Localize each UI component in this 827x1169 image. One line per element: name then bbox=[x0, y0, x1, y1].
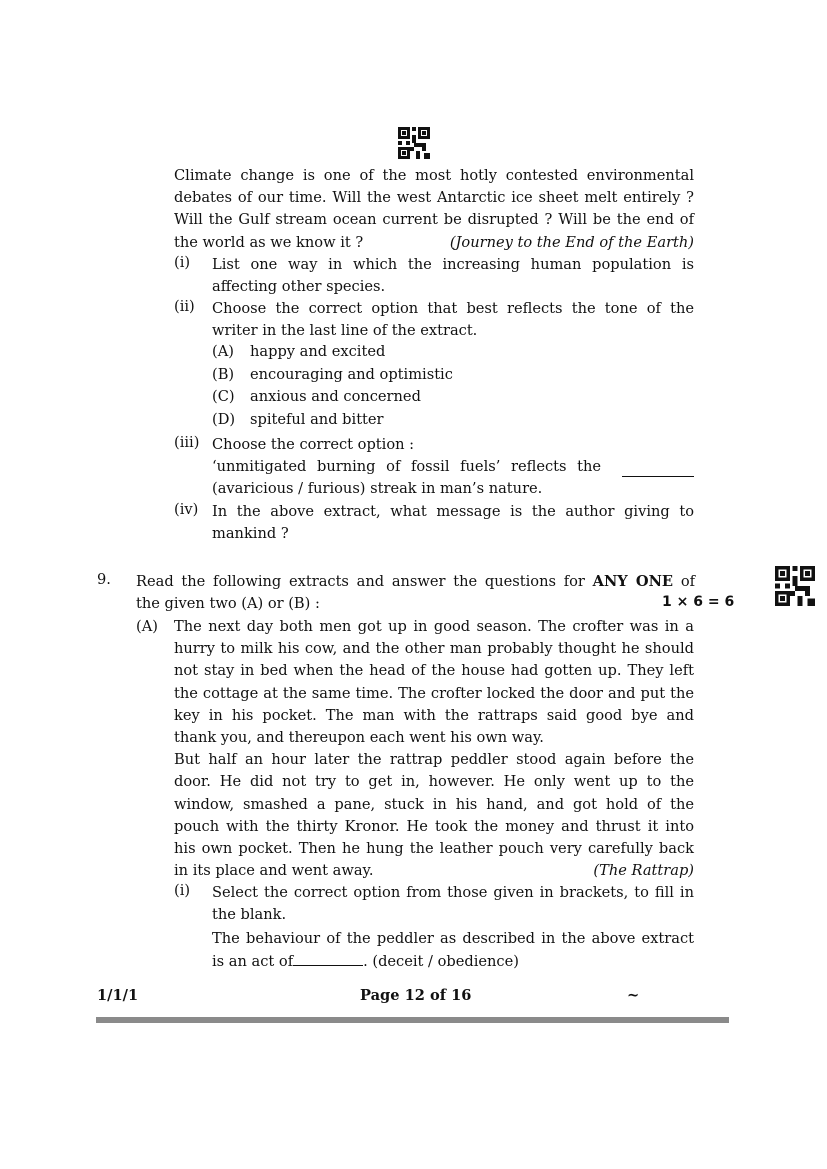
question-number: 9. bbox=[97, 571, 111, 588]
option-label: (D) bbox=[212, 411, 236, 428]
question-8-i: List one way in which the increasing human population is affecting other species. bbox=[212, 256, 694, 296]
option-label: (B) bbox=[212, 366, 235, 383]
question-number: (iv) bbox=[174, 501, 199, 518]
question-9-i: Select the correct option from those given in brackets, to fill in the blank. The behaviour of the peddler as described in the above extract is an act of . (deceit / obedience) bbox=[212, 884, 694, 970]
extract-line: Climate change is one of the most hotly contested environmental bbox=[174, 167, 694, 184]
extract-source: (Journey to the End of the Earth) bbox=[449, 233, 694, 251]
extract-paragraph: The next day both men got up in good season. The crofter was in a hurry to milk his cow, and the other man probably thought he should not stay in bed when the head of the house had gotten up. They left the cottage at the same time. The crofter locked the door and put the key in his pocket. The man with the rattraps said good bye and thank you, and thereupon each went his own way. But half an hour later the rattrap peddler stood again before the door. He did not try to get in, however. He only went up to the window, smashed a pane, stuck in his hand, and got hold of the pouch with the thirty Kronor. He took the money and thrust it into his own pocket. Then he hung the leather pouch very carefully back in its place and went away. (The Rattrap) bbox=[174, 616, 694, 882]
option-label: (A) bbox=[212, 343, 234, 360]
qr-code-icon bbox=[775, 566, 815, 606]
question-8-ii: Choose the correct option that best reflects the tone of the writer in the last line of the extract. bbox=[212, 300, 694, 340]
extract-line: Will the Gulf stream ocean current be disrupted ? Will be the end of bbox=[174, 211, 694, 229]
question-8-iii: Choose the correct option : ‘unmitigated burning of fossil fuels’ reflects the (avaricious / furious) streak in man’s nature. bbox=[212, 434, 694, 501]
question-8-iv: In the above extract, what message is the author giving to mankind ? bbox=[212, 503, 694, 543]
option-text: anxious and concerned bbox=[250, 388, 421, 405]
option-label: (C) bbox=[212, 388, 235, 405]
option-text: happy and excited bbox=[250, 343, 386, 360]
option-text: encouraging and optimistic bbox=[250, 366, 453, 383]
question-number: (i) bbox=[174, 882, 191, 899]
answer-blank[interactable] bbox=[293, 951, 363, 966]
footer-divider bbox=[96, 1017, 729, 1023]
qr-code-icon bbox=[398, 127, 430, 159]
question-number: (ii) bbox=[174, 298, 195, 315]
question-9-instruction: Read the following extracts and answer the questions for ANY ONE of the given two (A) or (B) : bbox=[136, 573, 696, 613]
paper-code: 1/1/1 bbox=[97, 987, 139, 1004]
extract-line: debates of our time. Will the west Antarctic ice sheet melt entirely ? bbox=[174, 189, 694, 207]
question-number: (i) bbox=[174, 254, 191, 271]
footer-mark: ~ bbox=[627, 987, 640, 1004]
page-number: Page 12 of 16 bbox=[360, 987, 472, 1004]
extract-paragraph bbox=[174, 165, 694, 254]
option-text: spiteful and bitter bbox=[250, 411, 384, 428]
answer-blank[interactable] bbox=[622, 462, 694, 477]
question-number: (iii) bbox=[174, 434, 200, 451]
extract-source: (The Rattrap) bbox=[593, 862, 694, 880]
extract-line: the world as we know it ? (Journey to the End of the Earth) bbox=[174, 232, 694, 254]
marks-label: 1 × 6 = 6 bbox=[662, 594, 735, 610]
part-label: (A) bbox=[136, 618, 158, 635]
